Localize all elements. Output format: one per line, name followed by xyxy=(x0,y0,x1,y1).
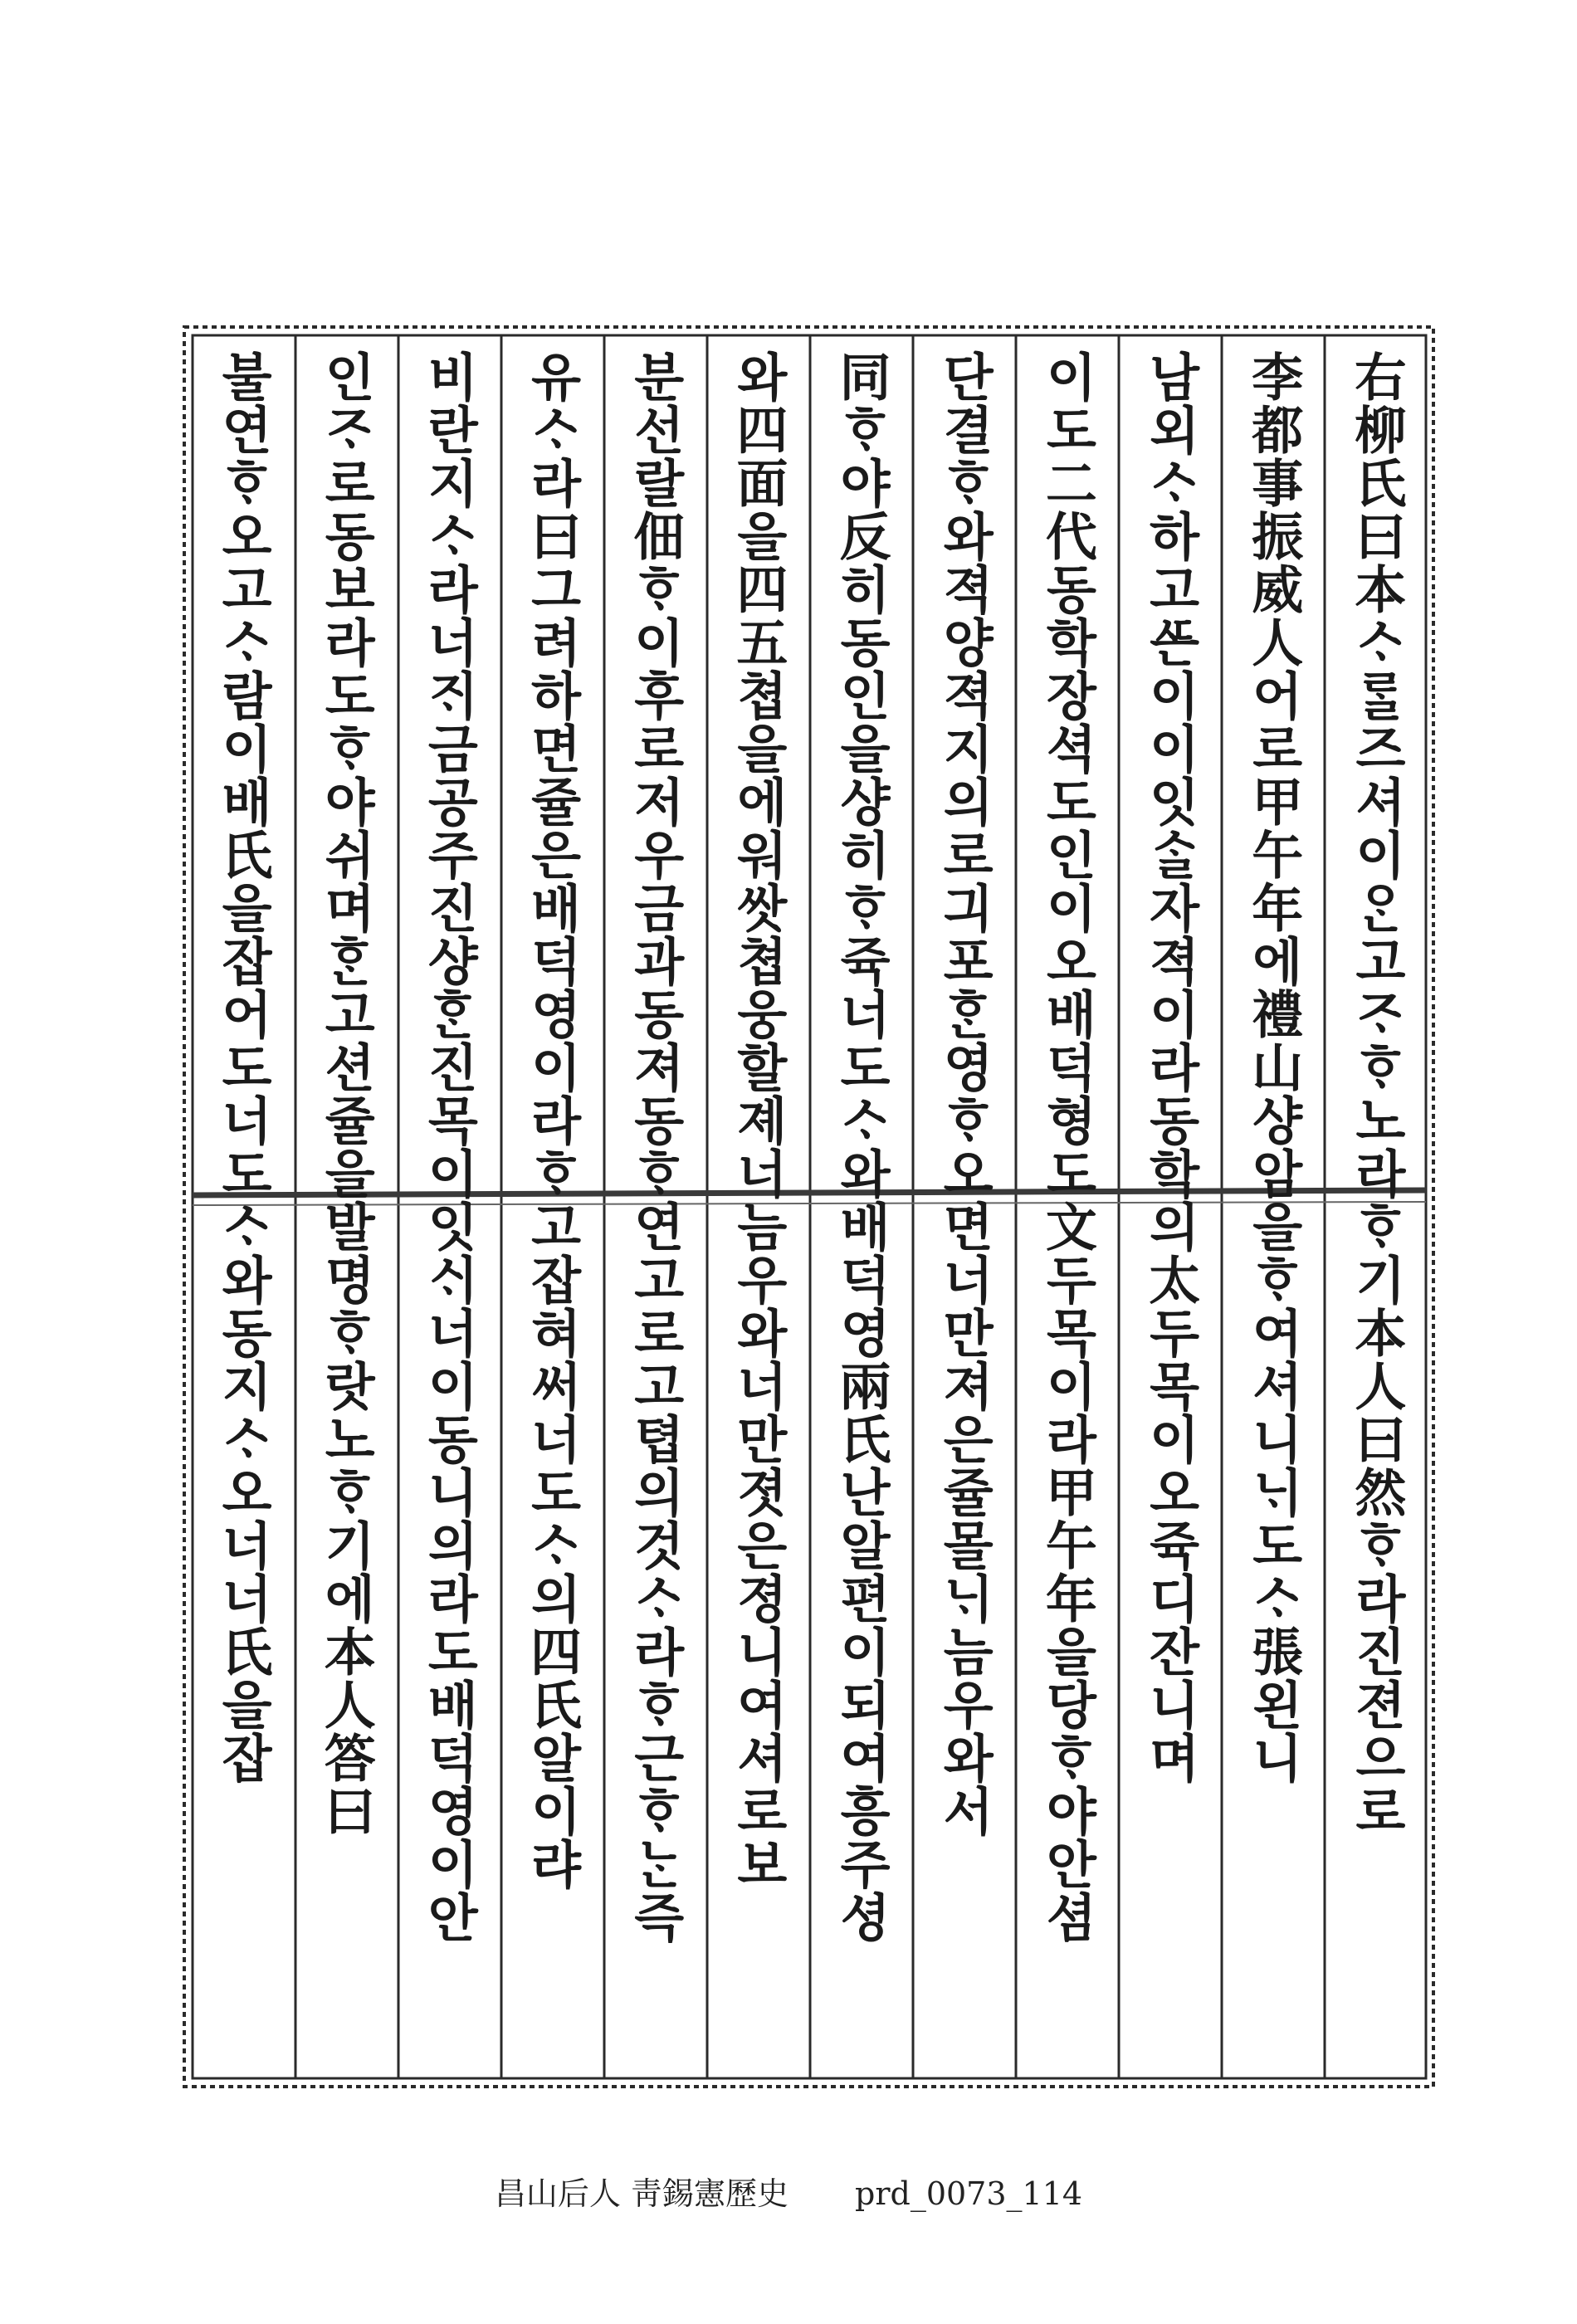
column-text: 불연ᄒᆞ오고ᄉᆞ람이배氏을잡어도너도ᄉᆞ와동지ᄉᆞ오너너氏을잡 xyxy=(212,350,274,1784)
column-12 xyxy=(191,335,294,2078)
column-text: 와四面을四五쳡을에워쌋쳡웅할졔너늠우와너만졋은졍니여셔로보 xyxy=(727,350,788,1891)
column-8 xyxy=(603,335,706,2078)
column-text: 분선랄佃ᄒᆞ이후로저우금과동져동ᄒᆞ연고로고텹의것ᄉᆞ라ᄒᆞ근ᄒᆞᄂᆞᆫ즉 xyxy=(624,350,686,1944)
column-5 xyxy=(912,335,1015,2078)
column-11 xyxy=(294,335,397,2078)
column-text: 남외ᄉᆞ하고ᄯᅩᆫ이이잇ᄉᆞᆯ자젹이라동학의太두목이오쥭디잔니며 xyxy=(1140,350,1201,1784)
column-1 xyxy=(1325,335,1428,2078)
column-text: 유ᄉᆞ라曰그려하면쥴은배덕영이라ᄒᆞ고잡혀써너도ᄉᆞ의四氏알이랴 xyxy=(521,350,583,1891)
column-4 xyxy=(1015,335,1118,2078)
column-6 xyxy=(809,335,912,2078)
column-text: 이도二代동학장셕도인이오배덕형도文두목이라甲午年을당ᄒᆞ야안셤 xyxy=(1037,350,1098,1944)
column-7 xyxy=(706,335,809,2078)
column-text: 李都事振威人어로甲午年에禮山샹암을ᄒᆞ여셔니ᄂᆡ도ᄉᆞ張왼니 xyxy=(1243,350,1304,1784)
column-text: 右柳氏曰本ᄉᆞᄅᆞᆯ즈셔이ᄋᆞᆫ고ᄌᆞᄒᆞ노라ᄒᆞ기本人曰然ᄒᆞ라진젼으로 xyxy=(1345,350,1407,1838)
column-text: 同ᄒᆞ야反히동인을샹히ᄒᆞ쥭너도ᄉᆞ와배덕영兩氏난알편이되여흥주셩 xyxy=(831,350,892,1944)
column-3 xyxy=(1118,335,1221,2078)
column-text: 인ᄌᆞ로동보라도ᄒᆞ야쉬며ᄒᆞᆫ고션쥴을발명ᄒᆞ랏노ᄒᆞ기에本人答曰 xyxy=(315,350,377,1838)
column-text: 비란지ᄉᆞ라너ᄌᆡ금공주진샹ᄒᆞᆫ진목이잇ᄉᆡ너이동니의라도배덕영이안 xyxy=(418,350,480,1944)
text-columns xyxy=(191,335,1428,2078)
manuscript-frame xyxy=(181,324,1438,2092)
column-9 xyxy=(500,335,603,2078)
column-10 xyxy=(397,335,500,2078)
column-text: 단결ᄒᆞ와젹양젹지의로긔포ᄒᆞᆫ영ᄒᆞ오면너만져은쥴몰ᄂᆡ늠우와서 xyxy=(934,350,995,1838)
page-footer xyxy=(0,2168,1577,2214)
column-2 xyxy=(1222,335,1325,2078)
footer-title: 昌山后人 靑錫憲歷史 xyxy=(494,2175,789,2212)
footer-code: prd_0073_114 xyxy=(855,2175,1083,2212)
